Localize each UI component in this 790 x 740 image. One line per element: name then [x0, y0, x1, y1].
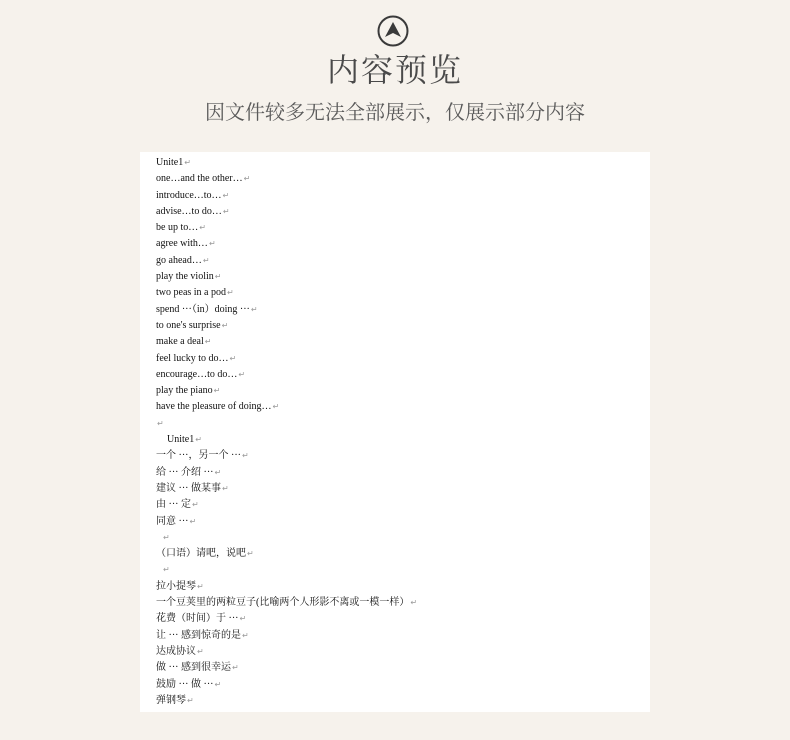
paragraph-mark-icon: ↵: [247, 549, 254, 559]
paragraph-mark-icon: ↵: [214, 272, 222, 282]
up-arrow-circle-icon: [377, 15, 409, 47]
paragraph-mark-icon: ↵: [410, 598, 418, 608]
preview-header: [0, 0, 790, 150]
paragraph-mark-icon: ↵: [213, 386, 221, 396]
paragraph-mark-icon: ↵: [222, 206, 230, 216]
doc-line: play the violin↵: [156, 271, 222, 283]
paragraph-mark-icon: ↵: [184, 158, 191, 167]
doc-line: 一个 ···，另一个 ···↵: [156, 450, 249, 462]
doc-line: 鼓励 ··· 做 ···↵: [156, 678, 222, 690]
doc-line: go ahead…↵: [156, 254, 210, 266]
paragraph-mark-icon: ↵: [195, 435, 202, 445]
paragraph-mark-icon: ↵: [239, 614, 247, 624]
doc-line: Unite1↵: [156, 157, 191, 168]
page-subtitle: 因文件较多无法全部展示，仅展示部分内容: [205, 100, 585, 124]
doc-line: be up to…↵: [156, 222, 206, 234]
paragraph-mark-icon: ↵: [272, 402, 280, 412]
paragraph-mark-icon: ↵: [242, 630, 249, 640]
paragraph-mark-icon: ↵: [187, 695, 194, 705]
doc-line: introduce…to…↵: [156, 189, 230, 201]
paragraph-mark-icon: ↵: [208, 239, 216, 249]
paragraph-mark-icon: ↵: [227, 288, 234, 298]
document-lines: [156, 155, 636, 709]
paragraph-mark-icon: ↵: [163, 532, 170, 542]
doc-line: one…and the other…↵: [156, 173, 251, 185]
doc-line: play the piano↵: [156, 385, 221, 397]
paragraph-mark-icon: ↵: [163, 565, 170, 575]
doc-line: Unite1↵: [167, 434, 202, 446]
doc-line: [156, 530, 636, 546]
doc-line: to one's surprise↵: [156, 319, 229, 331]
doc-line: （口语）请吧，说吧↵: [156, 548, 254, 560]
page-title: 内容预览: [326, 51, 463, 89]
paragraph-mark-icon: ↵: [189, 516, 197, 526]
paragraph-mark-icon: ↵: [241, 451, 249, 461]
paragraph-mark-icon: ↵: [214, 467, 222, 477]
paragraph-mark-icon: ↵: [157, 418, 164, 428]
paragraph-mark-icon: ↵: [222, 483, 229, 493]
paragraph-mark-icon: ↵: [214, 679, 222, 689]
paragraph-mark-icon: ↵: [204, 337, 212, 347]
doc-line: 由 ··· 定↵: [156, 499, 199, 511]
paragraph-mark-icon: ↵: [229, 353, 237, 363]
doc-line: 做 ··· 感到很幸运↵: [156, 662, 239, 674]
document-page: [140, 152, 650, 712]
doc-line: encourage…to do…↵: [156, 368, 246, 380]
paragraph-mark-icon: ↵: [199, 223, 206, 233]
paragraph-mark-icon: ↵: [197, 646, 204, 656]
doc-line: have the pleasure of doing…↵: [156, 401, 280, 413]
doc-line: 拉小提琴↵: [156, 580, 204, 592]
doc-line: 建议 ··· 做某事↵: [156, 482, 229, 494]
doc-line: make a deal↵: [156, 336, 212, 348]
doc-line: 让 ··· 感到惊奇的是↵: [156, 629, 249, 641]
doc-line: [156, 416, 636, 432]
doc-line: agree with…↵: [156, 238, 216, 250]
doc-line: feel lucky to do…↵: [156, 352, 237, 364]
paragraph-mark-icon: ↵: [197, 581, 204, 591]
doc-line: spend ···（in）doing ···↵: [156, 303, 258, 315]
doc-line: 一个豆荚里的两粒豆子(比喻两个人形影不离或一模一样）↵: [156, 597, 418, 609]
doc-line: 同意 ···↵: [156, 515, 197, 527]
paragraph-mark-icon: ↵: [238, 369, 246, 379]
doc-line: 花费（时间）于 ···↵: [156, 613, 247, 625]
paragraph-mark-icon: ↵: [222, 190, 230, 200]
paragraph-mark-icon: ↵: [192, 500, 199, 510]
doc-line: 弹钢琴↵: [156, 694, 194, 706]
doc-line: 达成协议↵: [156, 645, 204, 657]
paragraph-mark-icon: ↵: [202, 255, 210, 265]
doc-line: advise…to do…↵: [156, 205, 230, 217]
paragraph-mark-icon: ↵: [221, 320, 229, 330]
doc-line: 给 ··· 介绍 ···↵: [156, 466, 222, 478]
doc-line: two peas in a pod↵: [156, 287, 234, 299]
paragraph-mark-icon: ↵: [243, 174, 251, 184]
doc-line: [156, 562, 636, 578]
paragraph-mark-icon: ↵: [232, 663, 239, 673]
paragraph-mark-icon: ↵: [250, 304, 258, 314]
